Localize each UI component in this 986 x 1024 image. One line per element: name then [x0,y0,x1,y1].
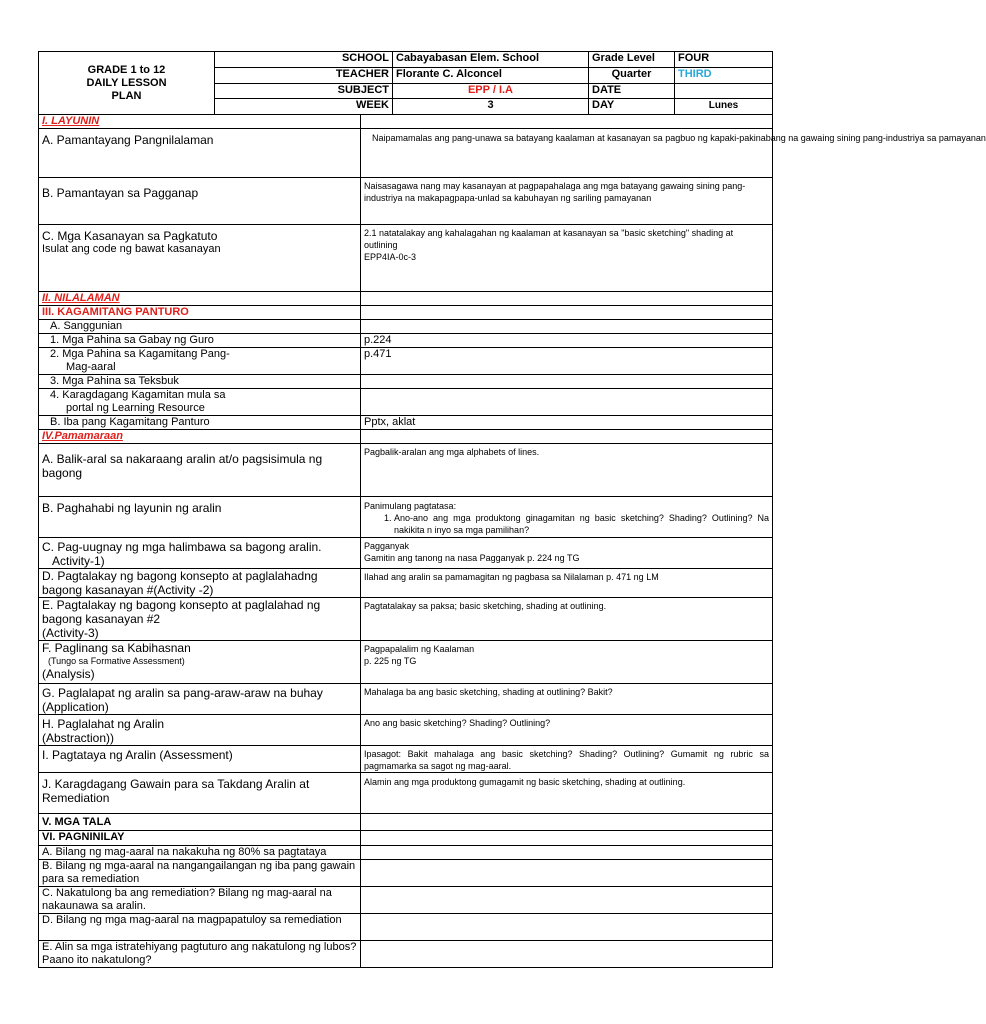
teacher-value: Florante C. Alconcel [393,67,589,83]
row-c [39,225,773,292]
item1-label: 1. Mga Pahina sa Gabay ng Guro [50,334,214,346]
pg-value: Mahalaga ba ang basic sketching, shading at outlining? Bakit? [364,687,613,697]
pc-label-b: Activity-1) [52,554,105,568]
pc-value2: Gamitin ang tanong na nasa Pagganyak p. 224 ng TG [364,553,580,563]
grade-label: Grade Level [589,52,675,68]
item2-value: p.471 [361,348,773,375]
section-pamamaraan: IV.Pamamaraan [42,430,123,442]
pb-list [364,512,769,536]
pf-sub: (Tungo sa Formative Assessment) [48,656,185,666]
pe-value: Pagtatalakay sa paksa; basic sketching, shading at outlining. [364,601,607,611]
pg-label: G. Paglalapat ng aralin sa pang-araw-araw na buhay [42,686,323,700]
pi-value: Ipasagot: Bakit mahalaga ang basic sketching? Shading? Outlining? Gumamit ng rubric sa pagmamarka sa sagot ng mag-aaral. [364,749,769,771]
pc-value1: Pagganyak [364,541,410,551]
pd-label: D. Pagtalakay ng bagong konsepto at paglalahadng bagong kasanayan #(Activity -2) [42,569,318,597]
item1-value: p.224 [361,334,773,348]
pi-label: I. Pagtataya ng Aralin (Assessment) [42,748,233,762]
sanggunian-label: A. Sanggunian [50,320,123,332]
section-layunin: I. LAYUNIN [42,115,100,127]
week-label: WEEK [215,99,393,115]
pc-label: C. Pag-uugnay ng mga halimbawa sa bagong aralin. [42,540,322,554]
date-value [675,83,773,99]
item2-label-b: Mag-aaral [66,361,116,373]
ph-label: H. Paglalahat ng Aralin [42,717,165,731]
ne-label: E. Alin sa mga istratehiyang pagtuturo ang nakatulong ng lubos? Paano ito nakatulong? [42,941,357,966]
quarter-value: THIRD [675,67,773,83]
item4-label-b: portal ng Learning Resource [66,402,205,414]
nd-label: D. Bilang ng mga mag-aaral na magpapatuloy sa remediation [42,914,342,926]
section-pagninilay: VI. PAGNINILAY [42,831,125,843]
school-value: Cabayabasan Elem. School [393,52,589,68]
section-nilalaman: II. NILALAMAN [42,292,120,304]
b-value: Naisasagawa nang may kasanayan at pagpapahalaga ang mga batayang gawaing sining pang-industriya na makapagpapa-unlad sa kabuhayan ng sariling pamayanan [364,181,746,203]
pj-label: J. Karagdagang Gawain para sa Takdang Aralin at Remediation [42,777,310,805]
iba-value: Pptx, aklat [361,416,773,430]
row-a [39,129,773,178]
section-kagamitan: III. KAGAMITANG PANTURO [42,306,189,318]
pf-value2: p. 225 ng TG [364,656,417,666]
lesson-plan [38,51,986,968]
iba-label: B. Iba pang Kagamitang Panturo [50,416,210,428]
header-table [38,51,773,115]
c-sub: Isulat ang code ng bawat kasanayan [42,243,221,255]
pe-label-b: (Activity-3) [42,626,99,640]
pb-label: B. Paghahabi ng layunin ng aralin [42,501,222,515]
pa-label: A. Balik-aral sa nakaraang aralin at/o pagsisimula ng bagong [42,452,323,480]
item2-label: 2. Mga Pahina sa Kagamitang Pang- [50,348,230,360]
day-label: DAY [589,99,675,115]
quarter-label: Quarter [589,67,675,83]
c-label: C. Mga Kasanayan sa Pagkatuto [42,229,218,243]
section-tala: V. MGA TALA [42,816,112,828]
item4-label: 4. Karagdagang Kagamitan mula sa [50,389,226,401]
dlp-title: GRADE 1 to 12 DAILY LESSON PLAN [39,52,215,115]
subject-value: EPP / I.A [393,83,589,99]
a-label: A. Pamantayang Pangnilalaman [42,133,214,147]
nc-label: C. Nakatulong ba ang remediation? Bilang ng mag-aaral na nakaunawa sa aralin. [42,887,332,912]
pg-label-b: (Application) [42,700,109,714]
row-b [39,178,773,225]
school-label: SCHOOL [215,52,393,68]
c-value: 2.1 natatalakay ang kahalagahan ng kaalaman at kasanayan sa "basic sketching" shading at outlining [364,228,734,250]
day-value: Lunes [675,99,773,115]
b-label: B. Pamantayan sa Pagganap [42,186,199,200]
item3-label: 3. Mga Pahina sa Teksbuk [50,375,179,387]
nb-label: B. Bilang ng mga-aaral na nangangailangan ng iba pang gawain para sa remediation [42,860,356,885]
pe-label: E. Pagtalakay ng bagong konsepto at paglalahad ng bagong kasanayan #2 [42,598,321,626]
pd-value: Ilahad ang aralin sa pamamagitan ng pagbasa sa Nilalaman p. 471 ng LM [364,572,659,582]
subject-label: SUBJECT [215,83,393,99]
grade-value: FOUR [675,52,773,68]
ph-label-b: (Abstraction)) [42,731,115,745]
pf-sub2: (Analysis) [42,667,95,681]
a-value: Naipamamalas ang pang-unawa sa batayang kaalaman at kasanayan sa pagbuo ng kapaki-pakinabang na gawaing sining pang-industriya sa pamayanan [372,133,986,143]
pf-label: F. Paglinang sa Kabihasnan [42,641,191,655]
pb-list-item: 1. Ano-ano ang mga produktong ginagamitan ng basic sketching? Shading? Outlining? Na nakikita n inyo sa mga pamilihan? [394,512,769,536]
pf-value1: Pagpapalalim ng Kaalaman [364,644,475,654]
pb-value-head: Panimulang pagtatasa: [364,501,457,511]
body-table [38,114,986,968]
c-code: EPP4IA-0c-3 [364,252,417,262]
na-label: A. Bilang ng mag-aaral na nakakuha ng 80% sa pagtataya [42,846,327,858]
pa-value: Pagbalik-aralan ang mga alphabets of lines. [364,447,540,457]
pj-value: Alamin ang mga produktong gumagamit ng basic sketching, shading at outlining. [364,777,686,787]
teacher-label: TEACHER [215,67,393,83]
ph-value: Ano ang basic sketching? Shading? Outlining? [364,718,551,728]
week-value: 3 [393,99,589,115]
date-label: DATE [589,83,675,99]
